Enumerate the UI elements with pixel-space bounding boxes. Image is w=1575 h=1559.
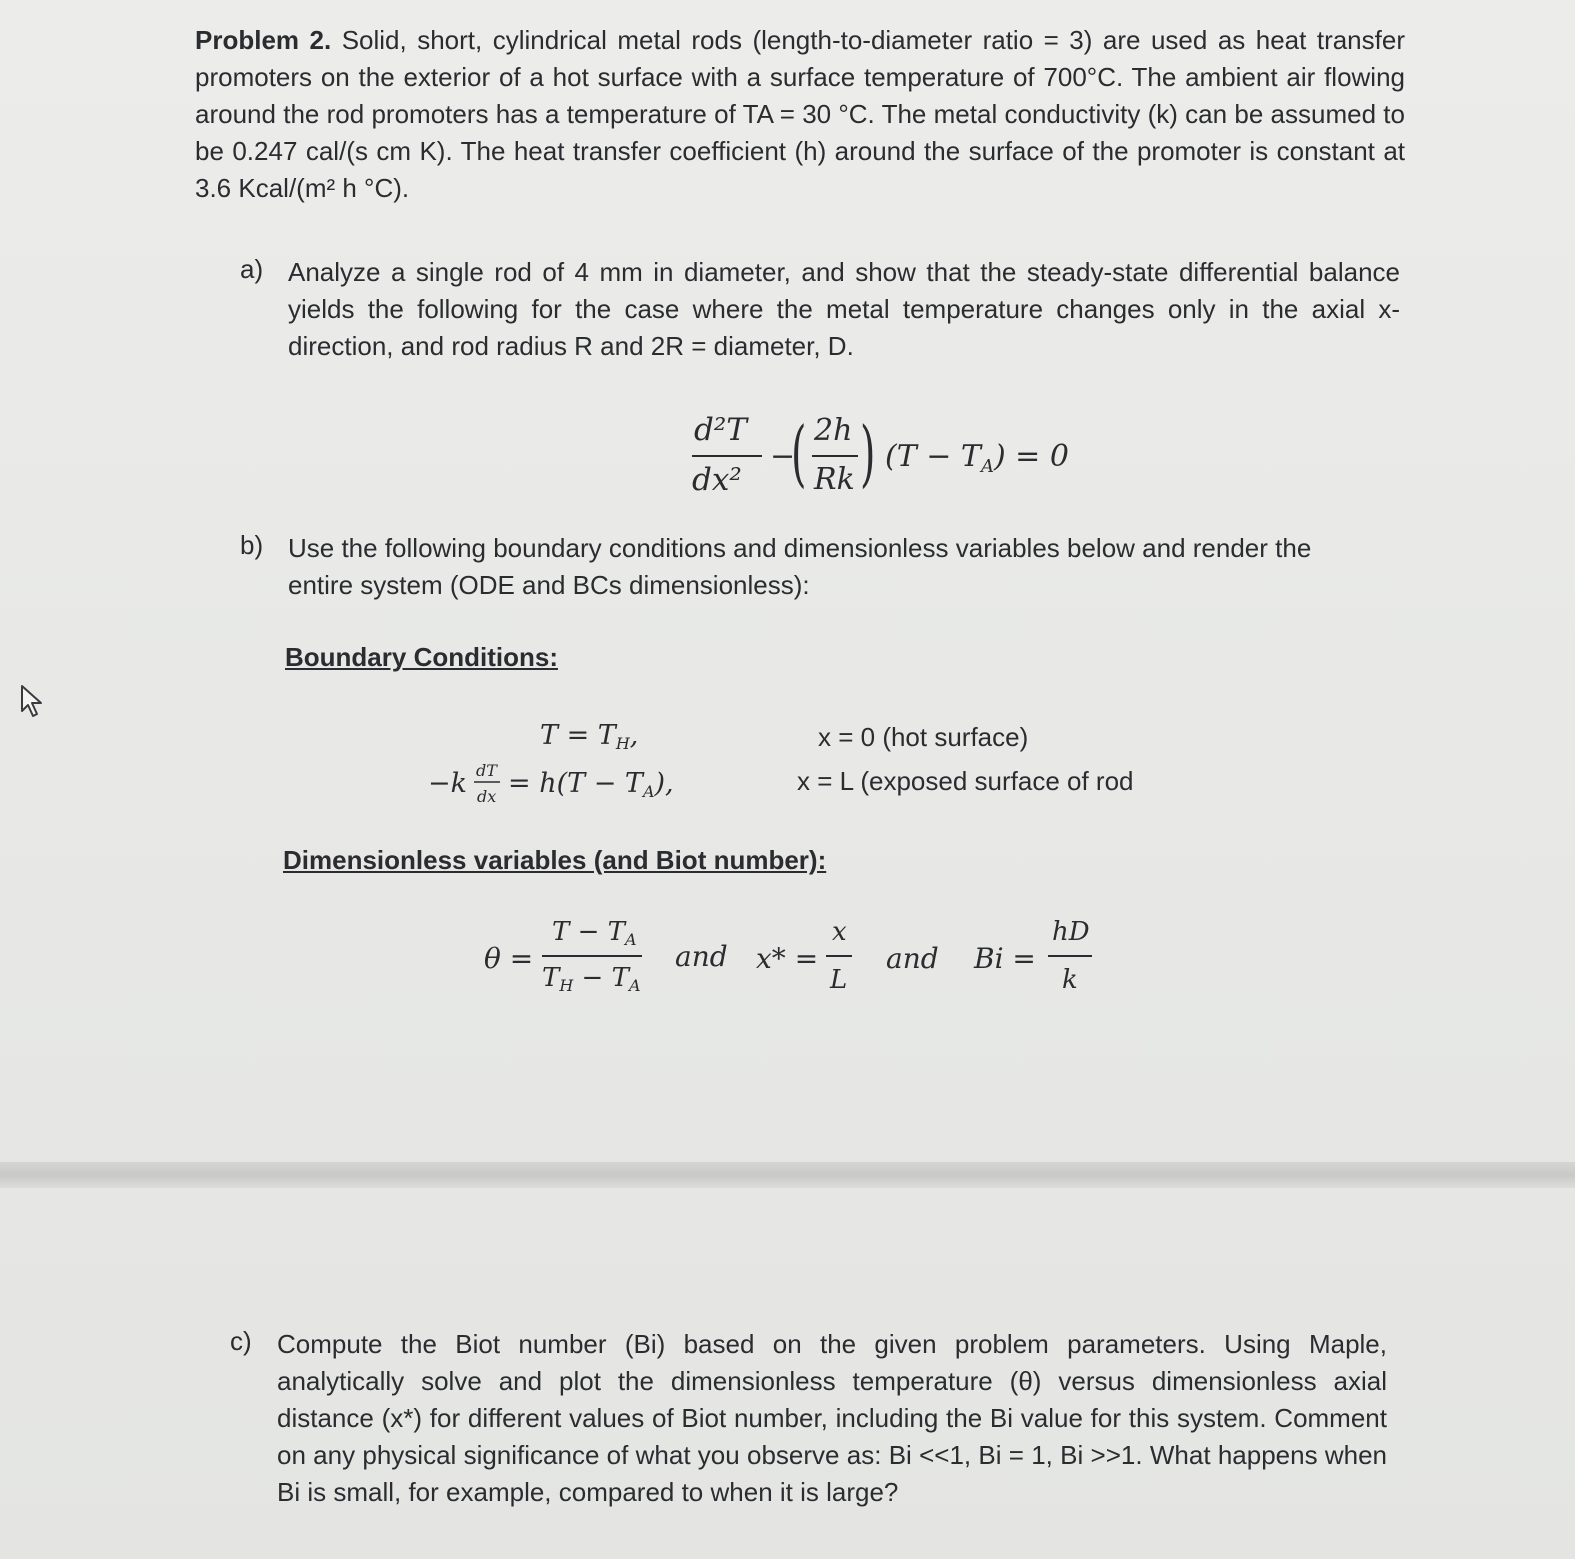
xstar-symbol: x* = xyxy=(756,942,819,975)
bi-denominator: k xyxy=(1062,965,1078,995)
boundary-conditions-heading: Boundary Conditions: xyxy=(285,642,558,672)
ode-coef-denominator: Rk xyxy=(814,462,855,497)
dimensionless-equations xyxy=(480,910,1120,1010)
bc2-condition: x = L (exposed surface of rod xyxy=(797,766,1134,796)
bc1-equation: T = TH, xyxy=(540,720,639,753)
ode-equation xyxy=(680,400,1100,510)
bi-numerator: hD xyxy=(1052,917,1090,947)
mouse-pointer-icon xyxy=(18,683,50,719)
part-c-text: Compute the Biot number (Bi) based on the given problem parameters. Using Maple, analytically solve and plot the dimensionless temperature (θ) versus dimensionless axial distance (x*) for different values of Biot number, including the Bi value for this system. Comment on any physical significance of what you observe as: Bi <<1, Bi = 1, Bi >>1. What happens when Bi is small, for example, compared to when it is large? xyxy=(277,1329,1387,1507)
page-divider xyxy=(0,1162,1575,1188)
ode-coef-numerator: 2h xyxy=(814,413,853,448)
problem-title: Problem 2. xyxy=(195,25,332,55)
theta-numerator: T − TA xyxy=(552,917,637,949)
part-a-text: Analyze a single rod of 4 mm in diameter, and show that the steady-state differential balance yields the following for the case where the metal temperature changes only in the axial x-direction, and rod radius R and 2R = diameter, D. xyxy=(288,257,1400,361)
ode-denominator: dx² xyxy=(692,462,742,498)
problem-intro xyxy=(195,22,1405,207)
part-a-label: a) xyxy=(240,254,264,284)
and-2: and xyxy=(886,942,939,975)
part-b-label: b) xyxy=(240,530,264,560)
ode-left-paren: ( xyxy=(791,411,807,496)
part-b-text: Use the following boundary conditions and dimensionless variables below and render the entire system (ODE and BCs dimensionless): xyxy=(288,533,1312,600)
bc1-condition: x = 0 (hot surface) xyxy=(818,722,1029,752)
bc2-k: −k xyxy=(428,768,467,799)
bc2-dT: dT xyxy=(476,761,497,780)
bc-equations xyxy=(420,712,720,822)
problem-intro-text: Solid, short, cylindrical metal rods (length-to-diameter ratio = 3) are used as heat transfer promoters on the exterior of a hot surface with a surface temperature of 700°C. The ambient air flowing around the rod promoters has a temperature of TA = 30 °C. The metal conductivity (k) can be assumed to be 0.247 cal/(s cm K). The heat transfer coefficient (h) around the surface of the promoter is constant at 3.6 Kcal/(m² h °C). xyxy=(195,25,1405,203)
ode-rest: $(T - T_A) = 0$ xyxy=(885,439,1069,477)
x-numerator: x xyxy=(832,917,847,947)
bc2-dx: dx xyxy=(477,787,497,806)
and-1: and xyxy=(675,940,728,973)
ode-numerator: d²T xyxy=(694,412,747,448)
bi-symbol: Bi = xyxy=(974,942,1036,975)
part-c-label: c) xyxy=(230,1326,252,1356)
ode-minus: − xyxy=(770,439,796,474)
dimensionless-heading: Dimensionless variables (and Biot number): xyxy=(283,845,827,875)
ode-right-paren: ) xyxy=(860,411,876,496)
theta-denominator: TH − TA xyxy=(542,963,641,995)
x-denominator: L xyxy=(830,965,848,995)
bc2-equation: = h(T − TA), xyxy=(508,768,674,801)
theta-symbol: θ = xyxy=(484,942,534,975)
